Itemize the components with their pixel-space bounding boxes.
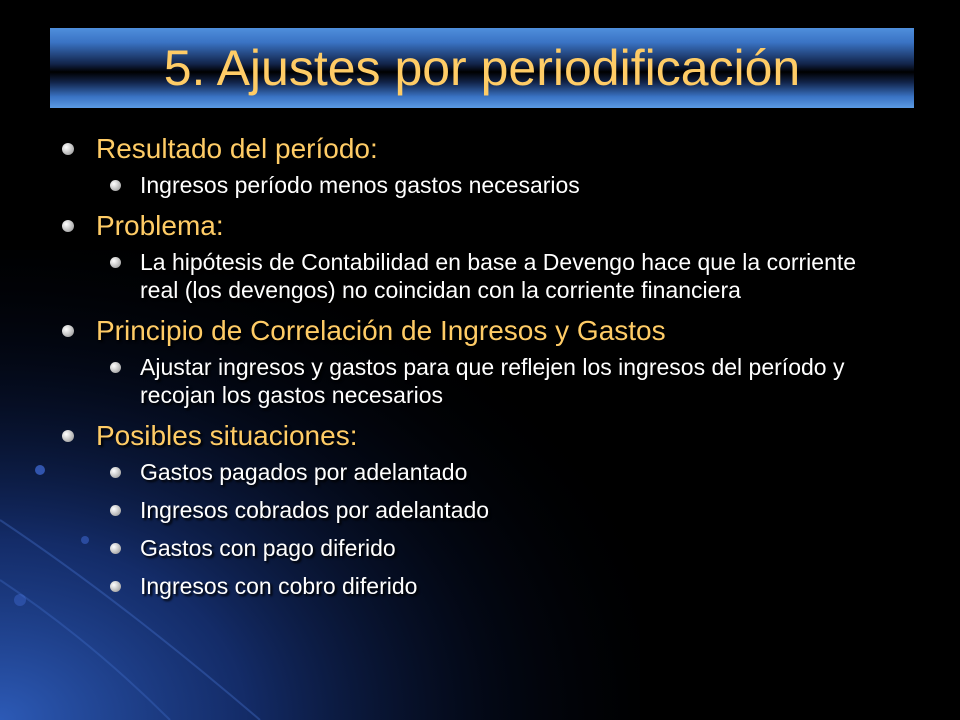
sub-bullet-text: Gastos con pago diferido [140, 535, 396, 561]
bullet-text: Posibles situaciones: [96, 420, 358, 451]
sub-bullet-dot-icon [110, 362, 121, 373]
slide-title: 5. Ajustes por periodificación [163, 40, 801, 96]
title-bar [50, 28, 914, 108]
sub-bullet-dot-icon [110, 257, 121, 268]
bullet-text: Problema: [96, 210, 224, 241]
bullet-dot-icon [62, 325, 74, 337]
sub-bullet-text: Ingresos cobrados por adelantado [140, 497, 490, 523]
bullet-text: Principio de Correlación de Ingresos y Gastos [96, 315, 666, 346]
sub-bullet-dot-icon [110, 543, 121, 554]
sub-bullet-ingresos-cobrados [60, 496, 880, 524]
bullet-principio [60, 314, 920, 347]
sub-bullet-ingresos-periodo [60, 171, 880, 199]
sub-bullet-dot-icon [110, 581, 121, 592]
sub-bullet-text: Ajustar ingresos y gastos para que reflejen los ingresos del período y recojan los gastos necesarios [140, 354, 845, 408]
sub-bullet-dot-icon [110, 467, 121, 478]
sub-bullet-text: La hipótesis de Contabilidad en base a Devengo hace que la corriente real (los devengos) no coincidan con la corriente financiera [140, 249, 857, 303]
sub-bullet-gastos-pagados [60, 458, 880, 486]
sub-bullet-ingresos-diferido [60, 572, 880, 600]
slide-content [60, 132, 920, 610]
sub-bullet-dot-icon [110, 505, 121, 516]
sub-bullet-ajustar [60, 353, 880, 409]
bullet-dot-icon [62, 430, 74, 442]
sub-bullet-text: Gastos pagados por adelantado [140, 459, 468, 485]
sub-bullet-text: Ingresos con cobro diferido [140, 573, 418, 599]
sub-bullet-dot-icon [110, 180, 121, 191]
sub-bullet-gastos-diferido [60, 534, 880, 562]
bullet-dot-icon [62, 220, 74, 232]
bullet-text: Resultado del período: [96, 133, 378, 164]
sub-bullet-hipotesis [60, 248, 880, 304]
bullet-dot-icon [62, 143, 74, 155]
sub-bullet-text: Ingresos período menos gastos necesarios [140, 172, 580, 198]
bullet-resultado [60, 132, 920, 165]
bullet-posibles-situaciones [60, 419, 920, 452]
bullet-problema [60, 209, 920, 242]
